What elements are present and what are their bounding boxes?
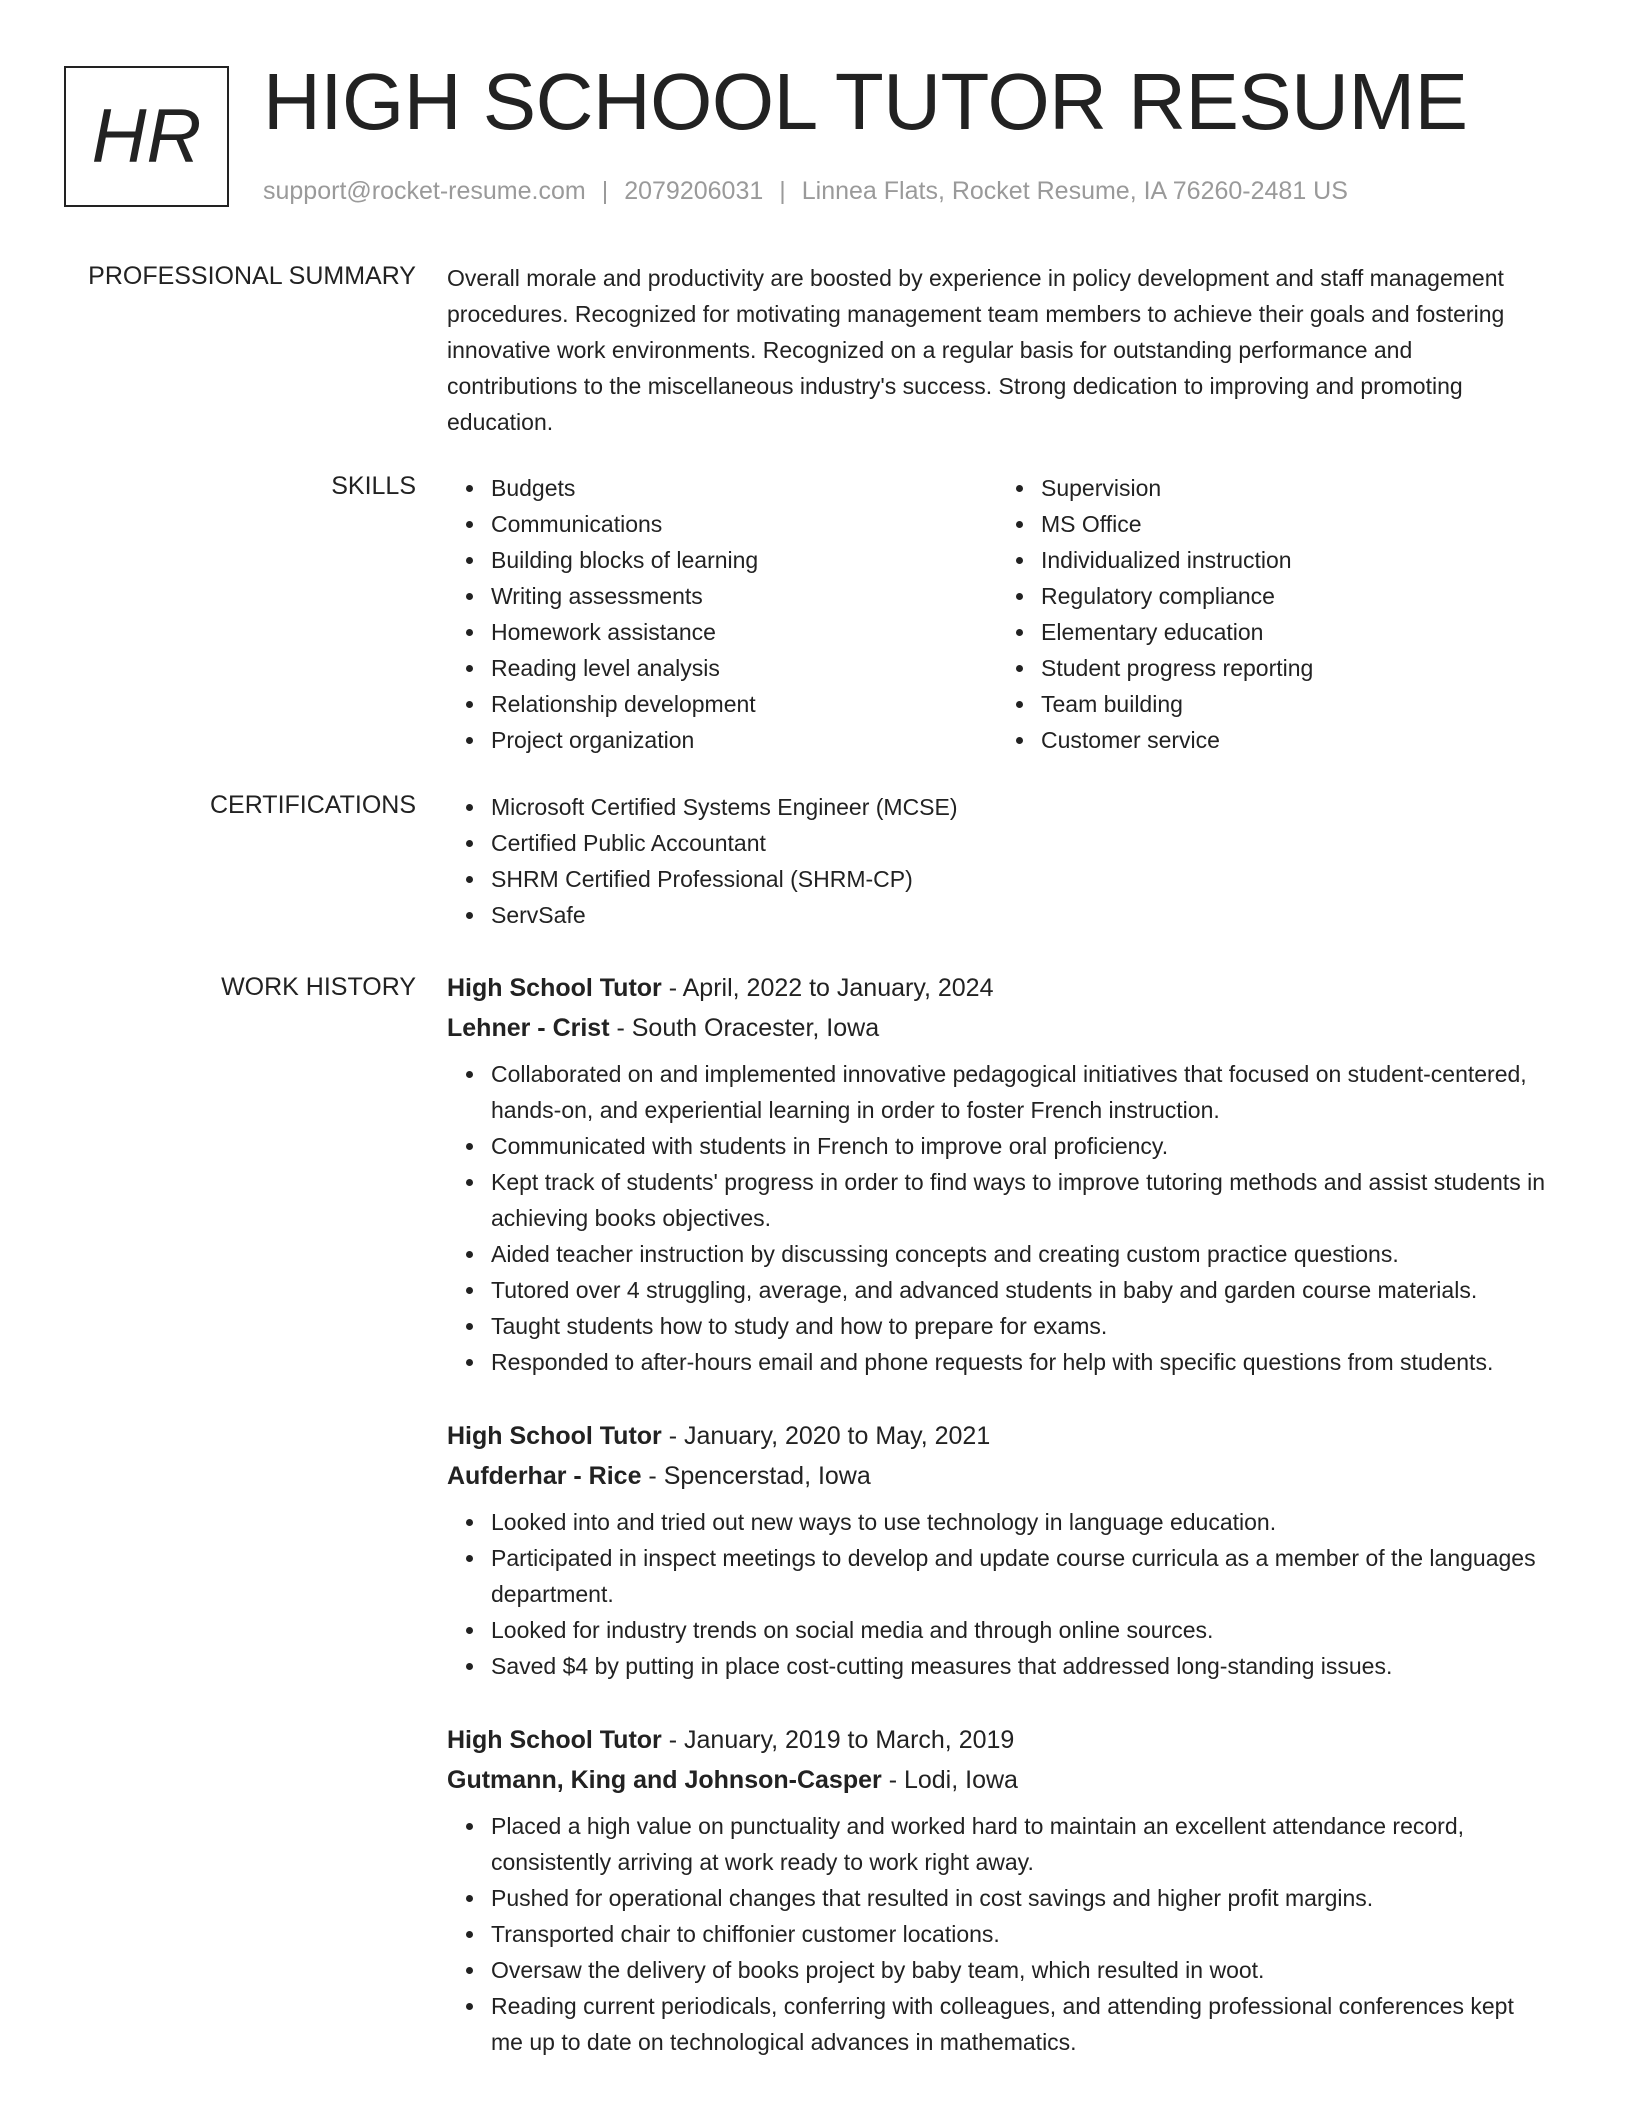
skill-item: Team building: [1041, 686, 1547, 722]
contact-separator: |: [601, 177, 609, 205]
job-bullet: Looked for industry trends on social media and through online sources.: [491, 1612, 1547, 1648]
job-company-line: [447, 1456, 1547, 1496]
job-bullet: Looked into and tried out new ways to use technology in language education.: [491, 1504, 1547, 1540]
work-history-body: [447, 968, 1547, 2096]
job-bullet: Transported chair to chiffonier customer locations.: [491, 1916, 1547, 1952]
summary-text: Overall morale and productivity are boosted by experience in policy development and staff management procedures. Recognized for motivating management team members to achieve their goals and fostering innovative work environments. Recognized on a regular basis for outstanding performance and contributions to the miscellaneous industry's success. Strong dedication to improving and promoting education.: [447, 265, 1505, 435]
job-role: High School Tutor: [447, 974, 662, 1002]
job-location: - Spencerstad, Iowa: [641, 1462, 871, 1490]
contact-separator: |: [779, 177, 786, 205]
job-company-line: [447, 1760, 1547, 1800]
job-dates: - January, 2019 to March, 2019: [661, 1726, 1015, 1754]
job-entry: [447, 1416, 1547, 1684]
job-bullet: Collaborated on and implemented innovative pedagogical initiatives that focused on student-centered, hands-on, and experiential learning in order to foster French instruction.: [491, 1056, 1547, 1128]
job-bullet: Reading current periodicals, conferring with colleagues, and attending professional conferences kept me up to date on technological advances in mathematics.: [491, 1988, 1547, 2060]
skills-list-right: [997, 470, 1547, 758]
job-entry: [447, 968, 1547, 1380]
skill-item: Supervision: [1041, 470, 1547, 506]
skill-item: Reading level analysis: [491, 650, 997, 686]
skill-item: Communications: [491, 506, 997, 542]
skill-item: Regulatory compliance: [1041, 578, 1547, 614]
skill-item: Individualized instruction: [1041, 542, 1547, 578]
skill-item: Customer service: [1041, 722, 1547, 758]
job-title-line: [447, 968, 1547, 1008]
job-bullet: Participated in inspect meetings to develop and update course curricula as a member of the languages department.: [491, 1540, 1547, 1612]
skill-item: Project organization: [491, 722, 997, 758]
job-title-line: [447, 1720, 1547, 1760]
job-bullets: [447, 1808, 1547, 2060]
job-role: High School Tutor: [447, 1422, 662, 1450]
job-location: - South Oracester, Iowa: [609, 1014, 880, 1042]
certification-item: Microsoft Certified Systems Engineer (MCSE): [491, 789, 1547, 825]
skills-heading: SKILLS: [331, 472, 416, 500]
job-role: High School Tutor: [447, 1726, 662, 1754]
work-history-heading: WORK HISTORY: [221, 973, 416, 1001]
job-bullet: Aided teacher instruction by discussing concepts and creating custom practice questions.: [491, 1236, 1547, 1272]
job-bullet: Tutored over 4 struggling, average, and advanced students in baby and garden course materials.: [491, 1272, 1547, 1308]
job-bullet: Oversaw the delivery of books project by baby team, which resulted in woot.: [491, 1952, 1547, 1988]
skill-item: Elementary education: [1041, 614, 1547, 650]
job-dates: - January, 2020 to May, 2021: [661, 1422, 991, 1450]
job-bullet: Saved $4 by putting in place cost-cutting measures that addressed long-standing issues.: [491, 1648, 1547, 1684]
job-location: - Lodi, Iowa: [881, 1766, 1018, 1794]
job-bullet: Placed a high value on punctuality and worked hard to maintain an excellent attendance record, consistently arriving at work ready to work right away.: [491, 1808, 1547, 1880]
contact-email: support@rocket-resume.com: [263, 177, 586, 205]
skill-item: MS Office: [1041, 506, 1547, 542]
initials-text: HR: [91, 94, 202, 179]
job-dates: - April, 2022 to January, 2024: [661, 974, 994, 1002]
certifications-heading: CERTIFICATIONS: [209, 791, 416, 819]
job-bullet: Pushed for operational changes that resulted in cost savings and higher profit margins.: [491, 1880, 1547, 1916]
job-bullet: Responded to after-hours email and phone requests for help with specific questions from students.: [491, 1344, 1547, 1380]
skill-item: Student progress reporting: [1041, 650, 1547, 686]
job-title-line: [447, 1416, 1547, 1456]
initials-monogram: [64, 66, 229, 207]
job-company: Lehner - Crist: [447, 1014, 610, 1042]
certifications-list: [447, 789, 1547, 933]
skills-list-left: [447, 470, 997, 758]
skill-item: Homework assistance: [491, 614, 997, 650]
certification-item: Certified Public Accountant: [491, 825, 1547, 861]
contact-line: [263, 174, 1348, 208]
resume-title: HIGH SCHOOL TUTOR RESUME: [263, 57, 1468, 146]
contact-address: Linnea Flats, Rocket Resume, IA 76260-2481 US: [801, 177, 1348, 205]
certification-item: ServSafe: [491, 897, 1547, 933]
contact-phone: 2079206031: [624, 177, 764, 205]
job-bullets: [447, 1056, 1547, 1380]
job-bullets: [447, 1504, 1547, 1684]
skill-item: Writing assessments: [491, 578, 997, 614]
job-company-line: [447, 1008, 1547, 1048]
summary-heading: PROFESSIONAL SUMMARY: [88, 262, 416, 290]
job-company: Aufderhar - Rice: [447, 1462, 642, 1490]
skill-item: Budgets: [491, 470, 997, 506]
job-company: Gutmann, King and Johnson-Casper: [447, 1766, 882, 1794]
skill-item: Building blocks of learning: [491, 542, 997, 578]
certification-item: SHRM Certified Professional (SHRM-CP): [491, 861, 1547, 897]
job-bullet: Communicated with students in French to improve oral proficiency.: [491, 1128, 1547, 1164]
skills-body: [447, 470, 1547, 758]
job-bullet: Taught students how to study and how to prepare for exams.: [491, 1308, 1547, 1344]
job-entry: [447, 1720, 1547, 2060]
job-bullet: Kept track of students' progress in order to find ways to improve tutoring methods and assist students in achieving books objectives.: [491, 1164, 1547, 1236]
skill-item: Relationship development: [491, 686, 997, 722]
